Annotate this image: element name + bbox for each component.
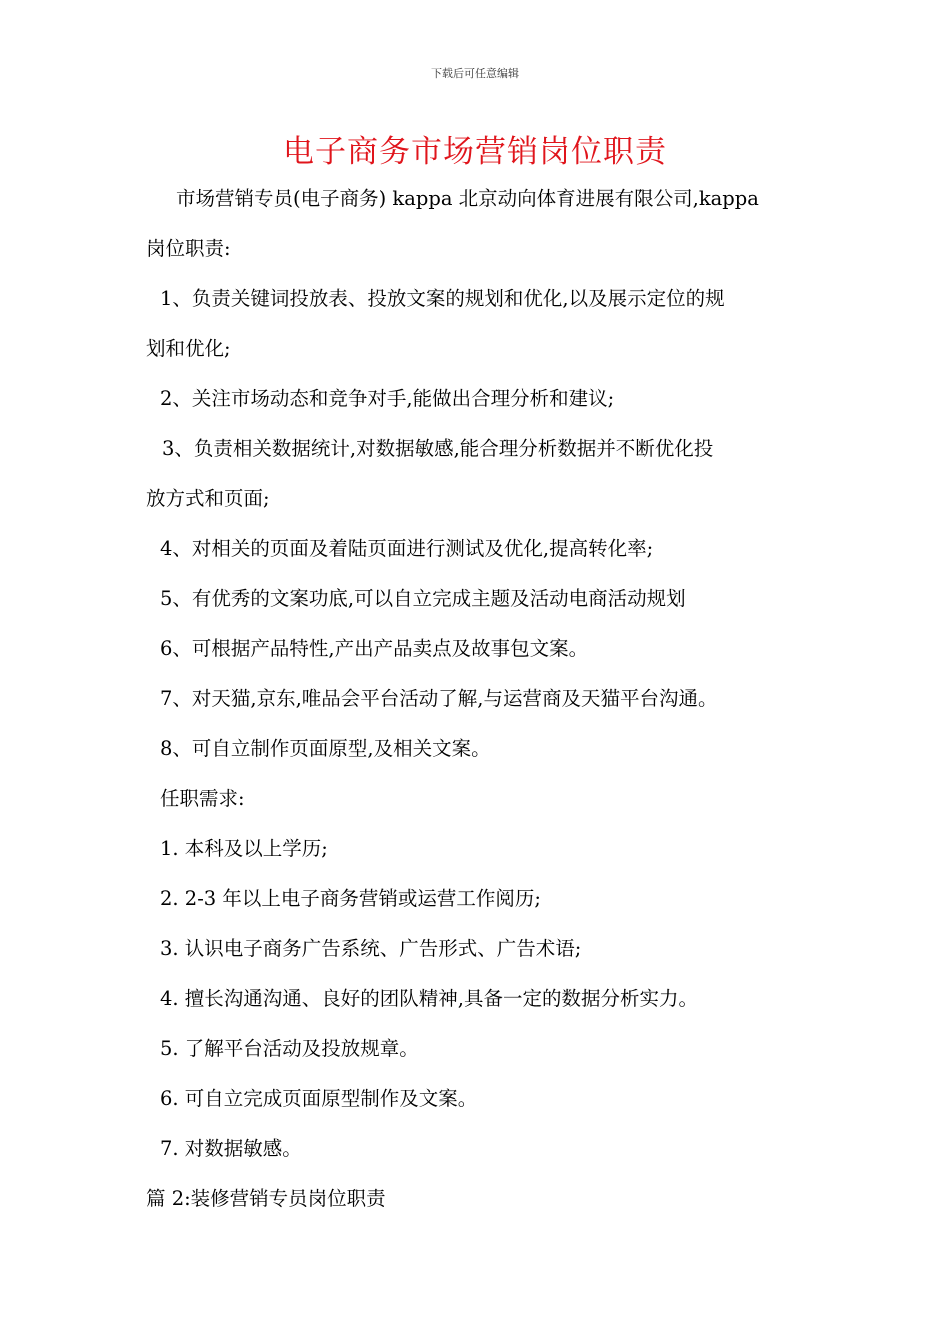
- document-title: 电子商务市场营销岗位职责: [283, 134, 667, 170]
- duty-item-1: 1、负责关键词投放表、投放文案的规划和优化,以及展示定位的规: [160, 287, 725, 310]
- duty-item-1-continued: 划和优化;: [146, 337, 231, 360]
- duty-item-3-continued: 放方式和页面;: [146, 487, 270, 510]
- duty-item-2: 2、关注市场动态和竞争对手,能做出合理分析和建议;: [160, 387, 615, 410]
- requirement-item-6: 6. 可自立完成页面原型制作及文案。: [160, 1087, 478, 1110]
- duty-item-4: 4、对相关的页面及着陆页面进行测试及优化,提高转化率;: [160, 537, 654, 560]
- section-heading-duties: 岗位职责:: [146, 237, 231, 260]
- duty-item-6: 6、可根据产品特性,产出产品卖点及故事包文案。: [160, 637, 589, 660]
- requirement-item-4: 4. 擅长沟通沟通、良好的团队精神,具备一定的数据分析实力。: [160, 987, 699, 1010]
- duty-item-5: 5、有优秀的文案功底,可以自立完成主题及活动电商活动规划: [160, 587, 686, 610]
- duty-item-7: 7、对天猫,京东,唯品会平台活动了解,与运营商及天猫平台沟通。: [160, 687, 718, 710]
- requirement-item-5: 5. 了解平台活动及投放规章。: [160, 1037, 419, 1060]
- header-note: 下载后可任意编辑: [431, 67, 519, 80]
- intro-line: 市场营销专员(电子商务) kappa 北京动向体育进展有限公司,kappa: [176, 187, 759, 210]
- requirement-item-2: 2. 2-3 年以上电子商务营销或运营工作阅历;: [160, 887, 541, 910]
- duty-item-3: 3、负责相关数据统计,对数据敏感,能合理分析数据并不断优化投: [162, 437, 714, 460]
- requirement-item-7: 7. 对数据敏感。: [160, 1137, 302, 1160]
- next-article-heading: 篇 2:装修营销专员岗位职责: [146, 1187, 386, 1210]
- section-heading-requirements: 任职需求:: [160, 787, 245, 810]
- duty-item-8: 8、可自立制作页面原型,及相关文案。: [160, 737, 491, 760]
- requirement-item-3: 3. 认识电子商务广告系统、广告形式、广告术语;: [160, 937, 582, 960]
- requirement-item-1: 1. 本科及以上学历;: [160, 837, 328, 860]
